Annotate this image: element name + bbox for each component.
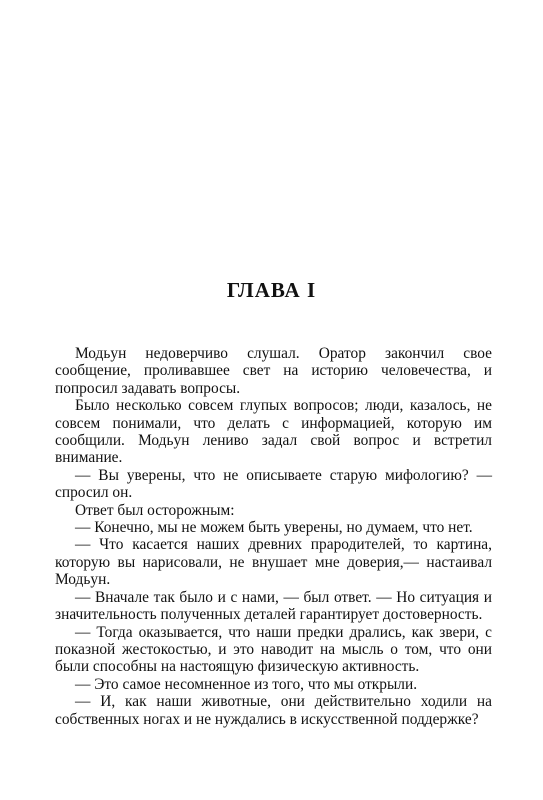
chapter-title: ГЛАВА I	[226, 278, 317, 302]
paragraph: — Вы уверены, что не описываете старую мифологию? — спросил он.	[55, 466, 492, 502]
paragraph: Было несколько совсем глупых вопросов; люди, казалось, не совсем понимали, что делать с информацией, которую им сообщили. Модьун лениво задал свой вопрос и встретил внимание.	[55, 397, 492, 467]
paragraph: — Конечно, мы не можем быть уверены, но думаем, что нет.	[75, 519, 473, 537]
paragraph: Ответ был осторожным:	[75, 501, 235, 519]
chapter-text	[55, 345, 492, 728]
paragraph: — Это самое несомненное из того, что мы открыли.	[75, 675, 418, 693]
paragraph: Модьун недоверчиво слушал. Оратор закончил свое сообщение, проливавшее свет на историю человечества, и попросил задавать вопросы.	[55, 345, 492, 397]
paragraph: — Тогда оказывается, что наши предки дрались, как звери, с показной жестокостью, и это наводит на мысль о том, что они были способны на настоящую физическую активность.	[55, 623, 492, 676]
paragraph: — Что касается наших древних прародителей, то картина, которую вы нарисовали, не внушает мне доверия,— настаивал Модьун.	[55, 536, 492, 589]
paragraph: — Вначале так было и с нами, — был ответ. — Но ситуация и значительность полученных деталей гарантирует достоверность.	[55, 588, 492, 624]
paragraph: — И, как наши животные, они действительно ходили на собственных ногах и не нуждались в искусственной поддержке?	[55, 693, 492, 728]
